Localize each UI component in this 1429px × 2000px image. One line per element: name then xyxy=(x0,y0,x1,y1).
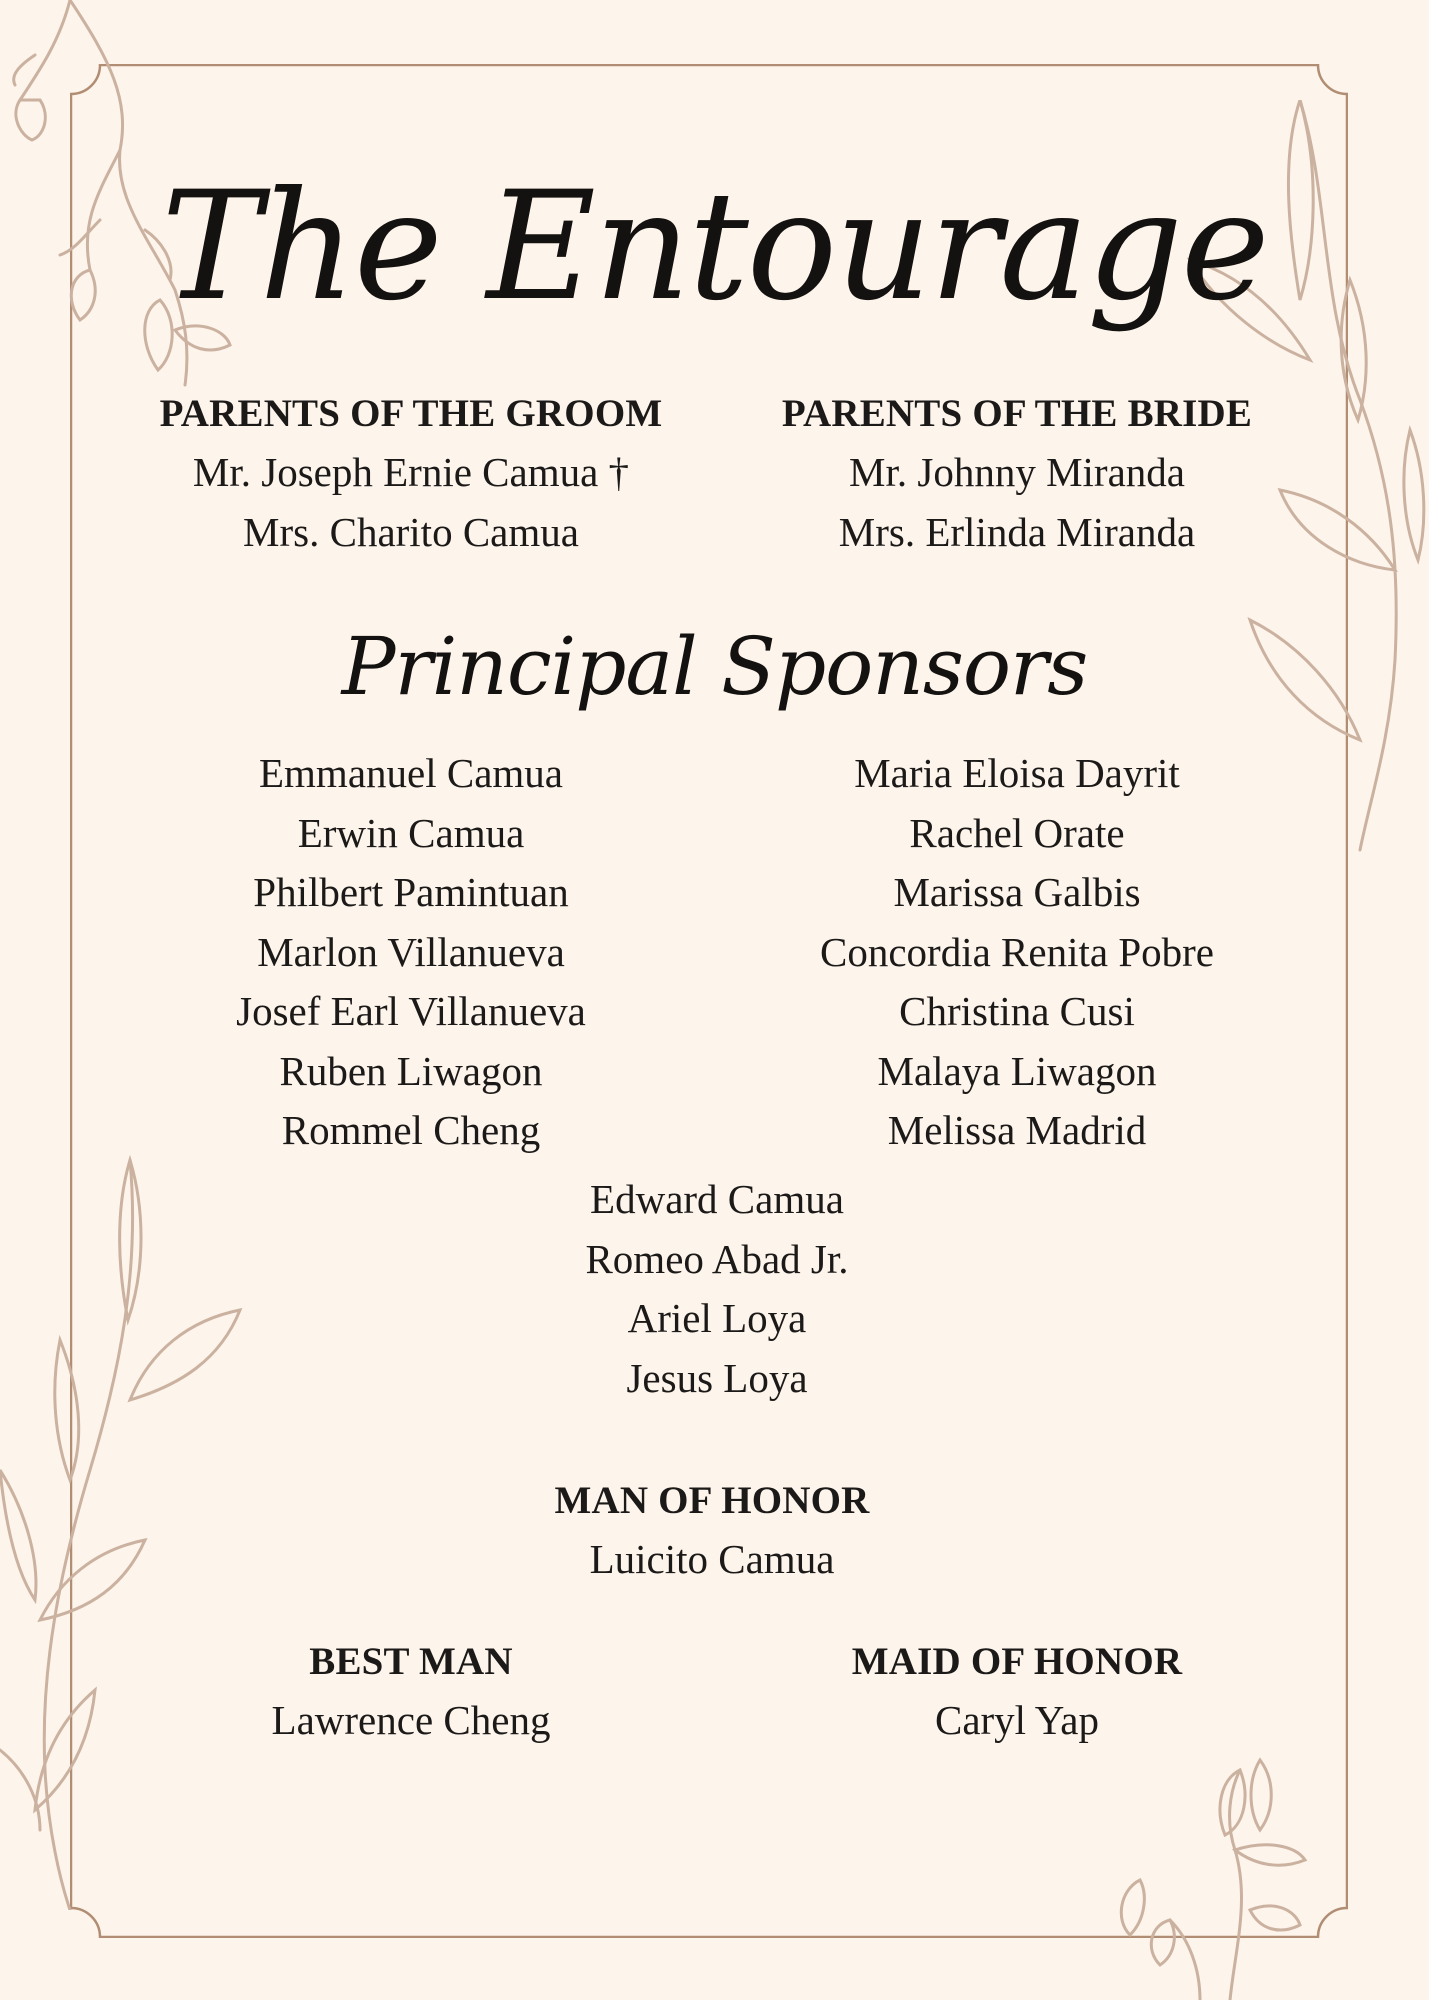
best-man-heading: BEST MAN xyxy=(309,1640,513,1683)
sponsors-heading: Principal Sponsors xyxy=(341,620,1088,713)
parents-groom-heading: PARENTS OF THE GROOM xyxy=(159,392,663,435)
best-man-section xyxy=(131,1633,691,1751)
maid-of-honor-heading: MAID OF HONOR xyxy=(851,1640,1183,1683)
man-of-honor-name: Luicito Camua xyxy=(589,1536,835,1582)
list-item: Christina Cusi xyxy=(899,988,1135,1034)
parents-bride-heading: PARENTS OF THE BRIDE xyxy=(781,392,1253,435)
man-of-honor-heading: MAN OF HONOR xyxy=(554,1479,870,1522)
parents-bride-name: Mrs. Erlinda Miranda xyxy=(838,508,1196,555)
list-item: Maria Eloisa Dayrit xyxy=(854,750,1180,796)
list-item: Melissa Madrid xyxy=(887,1107,1147,1153)
maid-of-honor-name: Caryl Yap xyxy=(934,1697,1100,1743)
list-item: Ruben Liwagon xyxy=(279,1047,543,1094)
parents-groom-name: Mr. Joseph Ernie Camua † xyxy=(192,449,630,495)
sponsors-right-list xyxy=(737,744,1297,1161)
list-item: Concordia Renita Pobre xyxy=(820,928,1214,975)
list-item: Jesus Loya xyxy=(626,1354,808,1401)
list-item: Philbert Pamintuan xyxy=(253,869,569,915)
list-item: Marlon Villanueva xyxy=(257,928,565,975)
sponsors-center-list xyxy=(437,1170,997,1408)
list-item: Malaya Liwagon xyxy=(877,1047,1157,1094)
list-item: Josef Earl Villanueva xyxy=(236,988,586,1034)
parents-groom-section xyxy=(131,385,691,562)
parents-groom-name: Mrs. Charito Camua xyxy=(243,508,579,555)
floral-bottom-right-icon xyxy=(1050,1750,1350,2000)
page-title: The Entourage xyxy=(161,160,1268,334)
list-item: Emmanuel Camua xyxy=(259,750,563,796)
best-man-name: Lawrence Cheng xyxy=(271,1697,551,1743)
list-item: Rachel Orate xyxy=(909,809,1125,856)
list-item: Edward Camua xyxy=(590,1176,844,1222)
list-item: Erwin Camua xyxy=(297,809,525,856)
list-item: Marissa Galbis xyxy=(893,869,1141,915)
list-item: Romeo Abad Jr. xyxy=(585,1235,849,1282)
maid-of-honor-section xyxy=(737,1633,1297,1751)
parents-bride-section xyxy=(737,385,1297,562)
parents-bride-name: Mr. Johnny Miranda xyxy=(849,449,1185,495)
foliage-left-icon xyxy=(0,1150,250,1910)
man-of-honor-section xyxy=(432,1472,992,1590)
sponsors-left-list xyxy=(131,744,691,1161)
list-item: Rommel Cheng xyxy=(281,1107,541,1153)
list-item: Ariel Loya xyxy=(627,1295,807,1341)
